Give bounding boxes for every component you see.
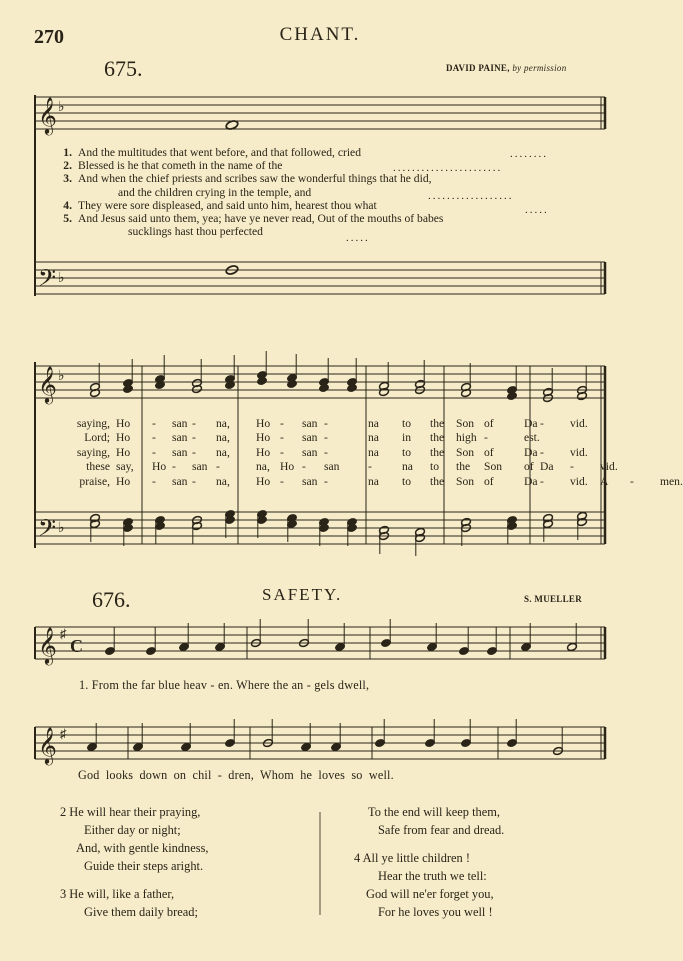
lyric-syllable: the [430, 445, 445, 459]
svg-text:........: ........ [510, 148, 548, 160]
lyric-syllable: Ho [256, 417, 271, 430]
lyric-syllable: san [302, 417, 318, 430]
lyric-syllable: saying, [76, 445, 110, 459]
lyric-syllable: - [280, 445, 284, 459]
lyric-syllable: the [456, 460, 471, 474]
lyric-syllable: - [192, 445, 196, 459]
svg-text:.......................: ....................... [393, 162, 503, 174]
lyric-syllable: Ho [256, 474, 271, 488]
lyric-syllable: - [324, 445, 328, 459]
lyric-syllable: men. [660, 474, 683, 488]
lyric-syllable: Son [456, 445, 475, 459]
lyric-syllable: high [456, 431, 477, 445]
note-icon [375, 719, 386, 748]
note-icon [459, 627, 470, 656]
lyric-syllable: Da [524, 417, 538, 430]
treble-clef-icon: 𝄞 [38, 97, 57, 133]
lyric-syllable: - [280, 417, 284, 430]
safety-staff-2 [35, 727, 605, 759]
sharp-icon: ♯ [60, 726, 67, 741]
lyric-syllable: - [630, 474, 634, 488]
treble-clef-icon: 𝄞 [38, 366, 57, 402]
note-icon [381, 619, 392, 648]
stanza-line: And, with gentle kindness, [76, 841, 209, 855]
lyric-syllable: to [430, 460, 440, 474]
safety-lyric-line-1: 1. From the far blue heav - en. Where the an - gels dwell, [79, 678, 370, 692]
verse-line: sucklings hast thou perfected [128, 225, 263, 239]
sharp-icon: ♯ [60, 626, 67, 641]
permission-note: by permission [512, 63, 567, 73]
lyric-syllable: - [324, 417, 328, 430]
lyric-syllable: san [302, 445, 318, 459]
lyric-syllable: Son [456, 417, 475, 430]
lyric-syllable: to [402, 445, 412, 459]
lyric-syllable: Ho [256, 445, 271, 459]
lyric-syllable: na [368, 431, 379, 445]
lyric-syllable: - [280, 431, 284, 445]
lyric-syllable: Ho [256, 431, 271, 445]
note-icon [225, 719, 236, 748]
lyric-syllable: vid. [570, 445, 588, 459]
hymn-676-tune: SAFETY. [262, 585, 343, 604]
flat-icon: ♭ [58, 100, 65, 115]
lyric-syllable: of [484, 417, 494, 430]
lyric-syllable: Ho [116, 417, 131, 430]
lyric-syllable: san [172, 474, 188, 488]
safety-staff-1 [35, 627, 605, 659]
stanza-line: Safe from fear and dread. [378, 823, 505, 837]
flat-icon: ♭ [58, 369, 65, 384]
lyric-syllable: na [368, 417, 379, 430]
svg-text:..................: .................. [428, 190, 514, 202]
safety-lyric-line-2: God looks down on chil - dren, Whom he loves so well. [78, 768, 394, 782]
lyric-syllable: - [192, 431, 196, 445]
lyric-syllable: Ho [152, 460, 167, 474]
lyric-syllable: - [368, 460, 372, 474]
stanzas-right [354, 803, 504, 921]
svg-text:.....: ..... [346, 232, 370, 244]
hymn-676-composer: S. MUELLER [524, 594, 583, 604]
lyric-syllable: - [324, 431, 328, 445]
lyric-syllable: - [540, 445, 544, 459]
treble-clef-icon: 𝄞 [38, 627, 57, 663]
lyric-syllable: na, [216, 431, 230, 445]
verse-line: 2. Blessed is he that cometh in the name of the [63, 159, 283, 173]
stanza-line: Guide their steps aright. [84, 859, 204, 873]
svg-text:.....: ..... [525, 204, 549, 216]
verse-line: 3. And when the chief priests and scribes saw the wonderful things that he did, [63, 172, 432, 186]
note-icon [487, 627, 498, 656]
verse-line: and the children crying in the temple, and [118, 185, 312, 199]
note-icon [105, 627, 116, 656]
lyric-syllable: praise, [79, 474, 110, 488]
verse-line: 5. And Jesus said unto them, yea; have ye never read, Out of the mouths of babes [63, 212, 444, 226]
lyric-syllable: saying, [76, 417, 110, 430]
lyric-syllable: na, [256, 460, 270, 474]
lyric-syllable: - [280, 474, 284, 488]
note-icon [425, 719, 436, 748]
stanza-line: For he loves you well ! [378, 905, 493, 919]
bass-clef-icon: 𝄢 [38, 516, 57, 547]
treble-clef-icon: 𝄞 [38, 727, 57, 763]
hymn-675-number: 675. [104, 56, 143, 81]
lyric-syllable: na, [216, 474, 230, 488]
page-number: 270 [34, 26, 64, 48]
lyric-syllable: san [172, 445, 188, 459]
lyric-syllable: vid. [600, 460, 618, 474]
lyric-syllable: vid. [570, 474, 588, 488]
note-icon [146, 627, 157, 656]
lyric-syllable: Da [524, 474, 538, 488]
lyric-syllable: - [152, 417, 156, 430]
lyric-syllable: - [192, 417, 196, 430]
lyric-syllable: these [86, 460, 110, 474]
lyric-syllable: - [152, 431, 156, 445]
stanzas-left [60, 803, 209, 921]
lyric-syllable: - [540, 417, 544, 430]
lyric-syllable: Ho [116, 474, 131, 488]
stanza-line: To the end will keep them, [368, 805, 500, 819]
lyric-syllable: - [152, 474, 156, 488]
lyric-syllable: in [402, 431, 412, 445]
lyric-syllable: - [484, 431, 488, 445]
lyric-syllable: - [152, 445, 156, 459]
lyric-syllable: - [192, 474, 196, 488]
lyric-syllable: Da [540, 460, 554, 474]
lyric-syllable: Ho [116, 431, 131, 445]
flat-icon: ♭ [58, 521, 65, 536]
stanza-line: 3 He will, like a father, [60, 887, 175, 901]
lyric-syllable: Da [524, 445, 538, 459]
stanza-line: God will ne'er forget you, [366, 887, 494, 901]
lyric-syllable: san [302, 431, 318, 445]
stanza-line: Either day or night; [84, 823, 181, 837]
lyric-syllable: Ho [116, 445, 131, 459]
lyric-syllable: - [172, 460, 176, 474]
lyric-syllable: na [368, 474, 379, 488]
lyric-syllable: vid. [570, 417, 588, 430]
lyric-syllable: of [524, 460, 534, 474]
lyric-syllable: Son [456, 474, 475, 488]
lyric-syllable: - [540, 474, 544, 488]
lyric-syllable: A [600, 474, 609, 488]
note-icon [507, 719, 518, 748]
lyric-syllable: of [484, 474, 494, 488]
lyric-syllable: san [172, 417, 188, 430]
lyric-syllable: of [484, 445, 494, 459]
lyric-syllable: - [570, 460, 574, 474]
stanza-line: 2 He will hear their praying, [60, 805, 201, 819]
stanza-line: 4 All ye little children ! [354, 851, 470, 865]
lyric-syllable: san [172, 431, 188, 445]
lyric-syllable: Son [484, 460, 503, 474]
common-time-icon: C [70, 636, 83, 656]
note-icon [461, 719, 472, 748]
stanza-line: Give them daily bread; [84, 905, 198, 919]
lyric-syllable: say, [116, 460, 134, 474]
lyric-syllable: na, [216, 445, 230, 459]
bass-clef-icon: 𝄢 [38, 266, 57, 297]
lyric-syllable: san [192, 460, 208, 474]
lyric-syllable: - [302, 460, 306, 474]
lyric-syllable: san [302, 474, 318, 488]
lyric-syllable: the [430, 474, 445, 488]
verse-line: 1. And the multitudes that went before, and that followed, cried [63, 146, 361, 159]
lyric-syllable: the [430, 431, 445, 445]
lyric-syllable: the [430, 417, 445, 430]
lyric-syllable: to [402, 474, 412, 488]
lyric-syllable: na [402, 460, 413, 474]
lyric-syllable: Ho [280, 460, 295, 474]
lyric-syllable: Lord; [84, 431, 110, 445]
flat-icon: ♭ [58, 271, 65, 286]
lyric-syllable: na [368, 445, 379, 459]
lyric-syllable: to [402, 417, 412, 430]
lyric-syllable: san [324, 460, 340, 474]
lyric-syllable: - [324, 474, 328, 488]
lyric-syllable: na, [216, 417, 230, 430]
lyric-syllable: est. [524, 431, 540, 445]
composer-name: DAVID PAINE, [446, 63, 510, 73]
running-head: CHANT. [279, 24, 361, 45]
verse-line: 4. They were sore displeased, and said unto him, hearest thou what [63, 198, 377, 212]
hymn-676-number: 676. [92, 587, 131, 612]
lyric-syllable: - [216, 460, 220, 474]
stanza-line: Hear the truth we tell: [378, 869, 487, 883]
